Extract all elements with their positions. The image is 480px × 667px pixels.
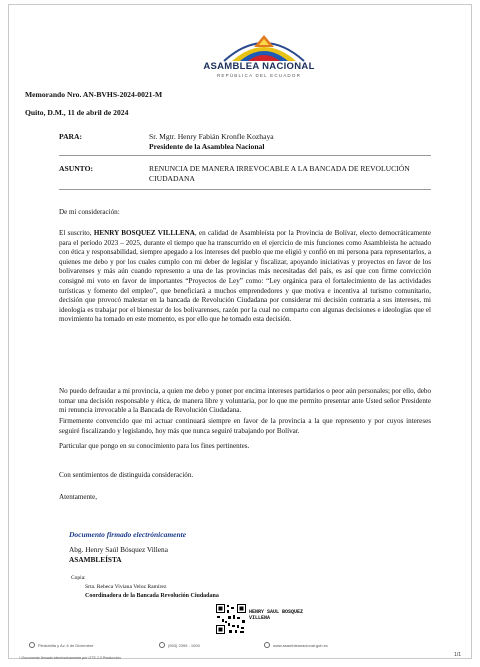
- asunto-value: [149, 164, 410, 184]
- para-recipient-role: Presidente de la Asamblea Nacional: [149, 142, 265, 151]
- para-label: PARA:: [59, 132, 83, 141]
- org-title: ASAMBLEA NACIONAL: [203, 61, 315, 72]
- memo-number: Memorando Nro. AN-BVHS-2024-0021-M: [25, 90, 163, 99]
- footer-phone-text: (593) 2399 - 1000: [168, 642, 200, 648]
- paragraph-4: Particular que pongo en su conocimiento para los fines pertinentes.: [59, 442, 250, 450]
- footer-address: [29, 642, 93, 648]
- signer-role: ASAMBLEÍSTA: [69, 555, 122, 564]
- p1-intro: El suscrito,: [59, 229, 94, 237]
- greeting: De mi consideración:: [59, 208, 120, 216]
- divider: [59, 155, 431, 156]
- copy-recipient: Srta. Rebeca Viviana Veloz Ramírez: [85, 584, 167, 590]
- paragraph-2: No puedo defraudar a mi provincia, a quien me debo y poner por encima intereses partidarios o peor aún personales; por ello, debo tomar una decisión responsable y ética, de manera libre y voluntaria, por lo que me permito presentar ante Usted señor Presidente mi renuncia irrevocable a la Bancada de Revolución Ciudadana.: [59, 387, 431, 415]
- asunto-line-1: RENUNCIA DE MANERA IRREVOCABLE A LA BANCADA DE REVOLUCIÓN: [149, 164, 410, 173]
- footer-web-text: www.asambleanacional.gob.ec: [273, 642, 328, 648]
- para-value: [149, 132, 274, 152]
- asamblea-logo: [214, 27, 314, 65]
- signer-name: Abg. Henry Saúl Bósquez Villena: [69, 545, 168, 554]
- org-subtitle: REPÚBLICA DEL ECUADOR: [216, 73, 302, 78]
- asunto-label: ASUNTO:: [59, 164, 94, 173]
- footer-phone: [159, 642, 200, 648]
- copy-recipient-role: Coordinadora de la Bancada Revolución Ciudadana: [85, 593, 219, 599]
- signature-note: Documento firmado electrónicamente: [69, 530, 187, 539]
- para-recipient: Sr. Mgtr. Henry Fabián Kronfle Kozhaya: [149, 132, 274, 141]
- p1-text: , en calidad de Asambleísta por la Provincia de Bolívar, electo democráticamente para el período 2023 – 2025, durante el tiempo que ha transcurrido en el ejercicio de mis funciones como Asambleísta he actuado con ética y responsabilidad, siempre apegado a los intereses del pueblo que me eligió y confió en mi persona para representarlos, a quienes me debo y por los cuales cumplo con mi deber de legislar y fiscalizar, apoyando iniciativas y proyectos en favor de los bolivarenses y más aún cuando represento a una de las provincias más necesitadas del país, es así que con firme convicción consigné mi voto en favor de importantes “Proyectos de Ley” como: “Ley orgánica para el fortalecimiento de las actividades turísticas y fomento del empleo”, que beneficiará a muchos emprendedores y que motiva e incentiva al turismo comunitario, decisión que provocó malestar en la bancada de Revolución Ciudadana por considerar mi decisión contraria a sus intereses, mi ideología es trabajar por el bienestar de los bolivarenses, razón por la cual no comparto con algunas decisiones e ideologías que el movimiento ha tomado en este momento, es por ello que he tomado esta decisión.: [59, 229, 431, 324]
- document-page: [8, 4, 472, 659]
- footnote: * Documento firmado electrónicamente por GTS 2.0 Producción: [19, 656, 121, 660]
- qr-code: [215, 603, 247, 635]
- qr-signer-label: HENRY SAUL BOSQUEZ VILLENA: [249, 609, 304, 621]
- page-number: 1/1: [454, 652, 461, 658]
- phone-icon: [159, 642, 165, 648]
- divider: [59, 189, 431, 190]
- memo-date: Quito, D.M., 11 de abril de 2024: [25, 108, 129, 117]
- p1-name: HENRY BOSQUEZ VILLLENA: [93, 229, 195, 237]
- asunto-line-2: CIUDADANA: [149, 174, 195, 183]
- globe-icon: [264, 642, 270, 648]
- footer-address-text: Piedrahita y Av. 6 de Diciembre: [38, 642, 94, 648]
- paragraph-3: Firmemente convencido que mi actuar continuará siempre en favor de la provincia a la que represento y por cuyos intereses seguiré fiscalizando y legislando, hoy más que nunca seguiré trabajando por Bolívar.: [59, 417, 431, 435]
- closing-line: Con sentimientos de distinguida consideración.: [59, 471, 194, 479]
- footer-web: [264, 642, 328, 648]
- paragraph-1: [59, 229, 431, 325]
- sign-off: Atentamente,: [59, 493, 98, 501]
- copy-label: Copia:: [71, 575, 86, 581]
- location-icon: [29, 642, 35, 648]
